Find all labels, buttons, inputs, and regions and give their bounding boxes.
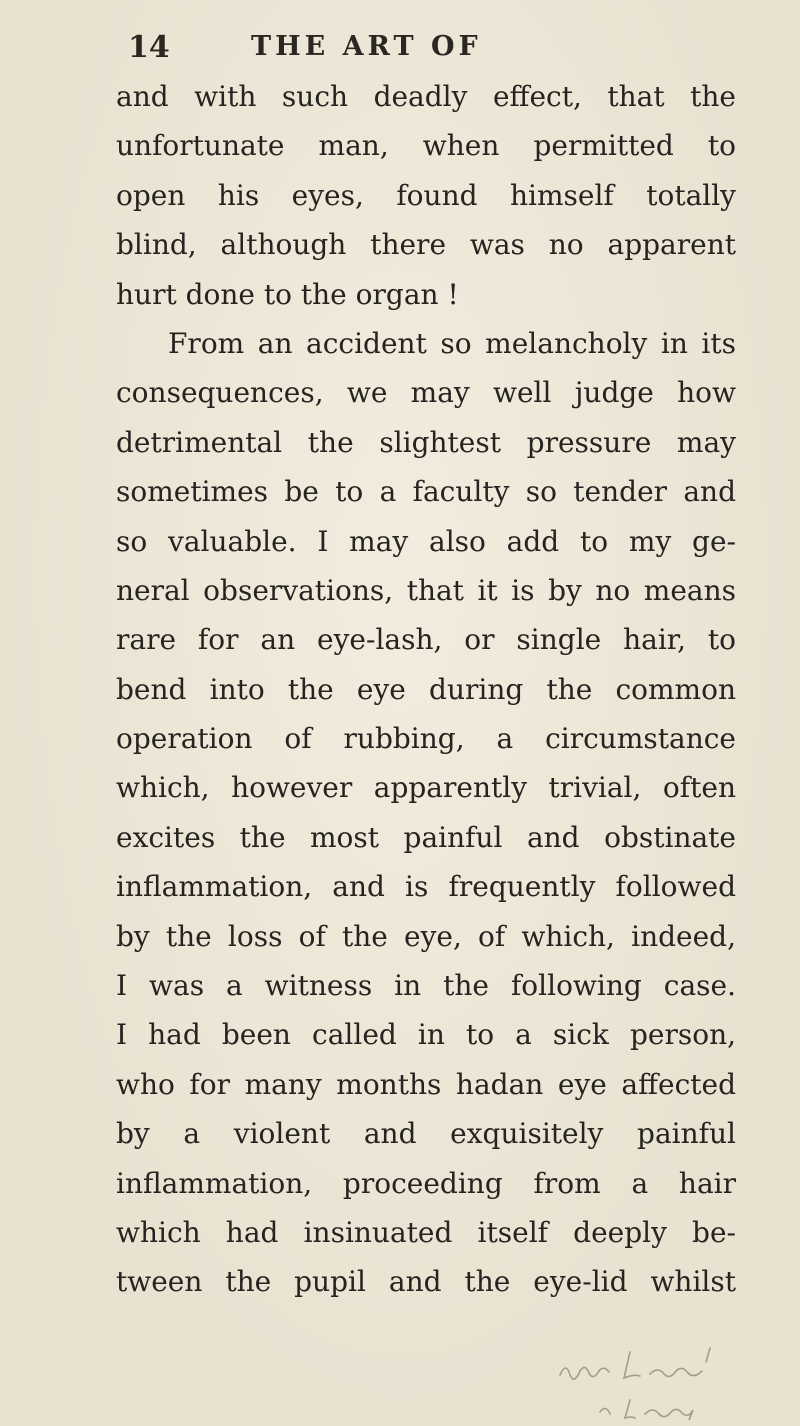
text-line: detrimental the slightest pressure may: [116, 425, 736, 459]
text-line: bend into the eye during the common: [116, 672, 736, 706]
text-line: excites the most painful and obstinate: [116, 820, 736, 854]
text-line: I was a witness in the following case.: [116, 969, 736, 1003]
text-line: neral observations, that it is by no means: [116, 573, 736, 607]
body-text: [116, 72, 736, 1307]
text-line: hurt done to the organ !: [116, 277, 459, 311]
text-line: I had been called in to a sick person,: [116, 1018, 736, 1052]
text-line: which, however apparently trivial, often: [116, 771, 736, 805]
text-line: tween the pupil and the eye-lid whilst: [116, 1265, 736, 1299]
page-header: [0, 22, 800, 66]
text-line: inflammation, proceeding from a hair: [116, 1166, 736, 1200]
text-line: inflammation, and is frequently followed: [116, 870, 736, 904]
page-number: 14: [128, 30, 170, 65]
text-line: so valuable. I may also add to my ge-: [116, 524, 736, 558]
text-line: which had insinuated itself deeply be-: [116, 1215, 736, 1249]
text-line: operation of rubbing, a circumstance: [116, 722, 736, 756]
running-head: THE ART OF: [251, 31, 482, 62]
handwritten-annotation: [540, 1330, 760, 1420]
text-line: by a violent and exquisitely painful: [116, 1117, 736, 1151]
text-line: by the loss of the eye, of which, indeed,: [116, 919, 736, 953]
text-line: unfortunate man, when permitted to: [116, 129, 736, 163]
text-line: rare for an eye-lash, or single hair, to: [116, 623, 736, 657]
text-line: consequences, we may well judge how: [116, 376, 736, 410]
text-line: sometimes be to a faculty so tender and: [116, 475, 736, 509]
text-line: open his eyes, found himself totally: [116, 178, 736, 212]
paragraph-start-line: From an accident so melancholy in its: [168, 326, 736, 360]
text-line: blind, although there was no apparent: [116, 228, 736, 262]
text-line: who for many months hadan eye affected: [116, 1067, 736, 1101]
text-line: and with such deadly effect, that the: [116, 80, 736, 113]
